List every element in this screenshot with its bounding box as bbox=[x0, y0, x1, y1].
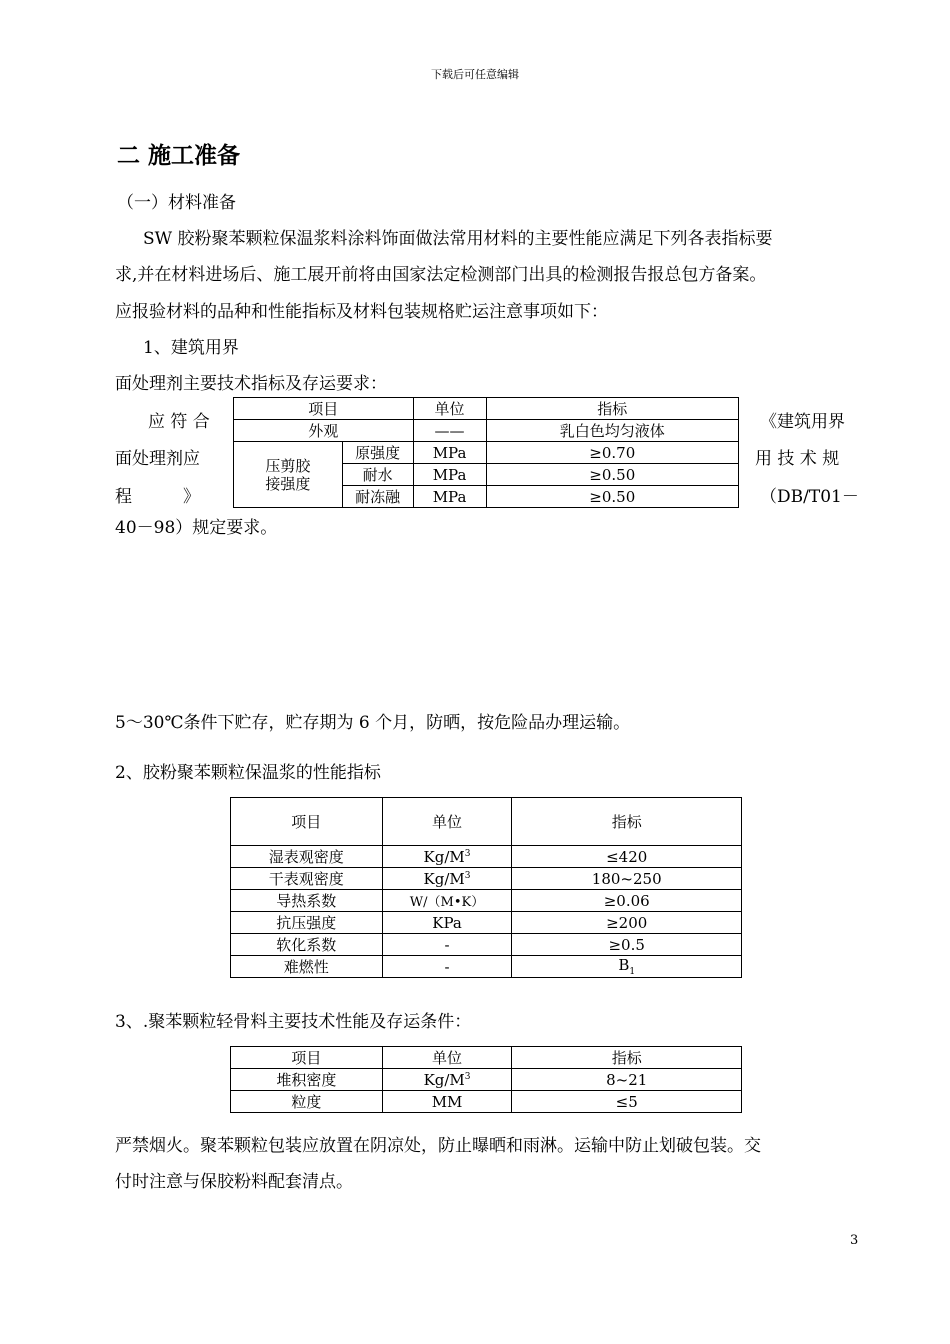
table-aggregate bbox=[230, 1046, 742, 1113]
cell-name: 软化系数 bbox=[231, 934, 383, 956]
section-title: 二 施工准备 bbox=[117, 143, 241, 169]
cell-value: ≥0.70 bbox=[486, 442, 739, 464]
header-unit: 单位 bbox=[382, 1047, 512, 1069]
cell-value bbox=[512, 956, 742, 978]
cell-unit: KPa bbox=[382, 912, 512, 934]
cell-name: 导热系数 bbox=[231, 890, 383, 912]
table-row bbox=[234, 442, 739, 464]
unit-text: Kg/M bbox=[423, 847, 465, 866]
cell-value: ≤420 bbox=[512, 846, 742, 868]
cell-unit: MPa bbox=[413, 442, 486, 464]
group-label-line-2: 接强度 bbox=[265, 474, 311, 493]
cell-value: ≥0.06 bbox=[512, 890, 742, 912]
header-unit: 单位 bbox=[382, 798, 512, 846]
item1-after-text: 40－98）规定要求。 bbox=[115, 518, 278, 538]
unit-text: Kg/M bbox=[423, 869, 465, 888]
table-row bbox=[231, 890, 742, 912]
item1-right-text-3: （DB/T01－ bbox=[760, 487, 859, 507]
cell-name: 难燃性 bbox=[231, 956, 383, 978]
unit-superscript: 3 bbox=[464, 848, 471, 859]
table-interface-agent bbox=[233, 397, 739, 508]
cell-value: ≤5 bbox=[512, 1091, 742, 1113]
table-row bbox=[231, 846, 742, 868]
table-row bbox=[231, 934, 742, 956]
cell-value: ≥200 bbox=[512, 912, 742, 934]
cell-unit bbox=[382, 868, 512, 890]
cell-name: 湿表观密度 bbox=[231, 846, 383, 868]
header-index: 指标 bbox=[486, 398, 739, 420]
table-header-row bbox=[234, 398, 739, 420]
cell-unit: —— bbox=[413, 420, 486, 442]
unit-superscript: 3 bbox=[464, 870, 471, 881]
header-item: 项目 bbox=[234, 398, 414, 420]
table-row bbox=[231, 868, 742, 890]
table-row bbox=[234, 420, 739, 442]
item1-left-text-3: 程 》 bbox=[115, 487, 200, 507]
page-number: 3 bbox=[850, 1233, 859, 1248]
cell-value: 180~250 bbox=[512, 868, 742, 890]
intro-line-1: SW 胶粉聚苯颗粒保温浆料涂料饰面做法常用材料的主要性能应满足下列各表指标要 bbox=[143, 229, 773, 249]
cell-name: 堆积密度 bbox=[231, 1069, 383, 1091]
table-row bbox=[231, 912, 742, 934]
item1-title: 1、建筑用界 bbox=[143, 338, 239, 358]
subsection-heading: （一）材料准备 bbox=[117, 193, 236, 213]
group-label-line-1: 压剪胶 bbox=[265, 456, 311, 475]
item1-right-text-1: 《建筑用界 bbox=[760, 412, 845, 432]
cell-unit: - bbox=[382, 956, 512, 978]
item2-title: 2、胶粉聚苯颗粒保温浆的性能指标 bbox=[115, 763, 381, 783]
table-header-row bbox=[231, 798, 742, 846]
header-unit: 单位 bbox=[413, 398, 486, 420]
table-row bbox=[231, 956, 742, 978]
cell-sub: 原强度 bbox=[342, 442, 413, 464]
item1-left-text-1: 应 符 合 bbox=[148, 412, 210, 432]
cell-unit: MPa bbox=[413, 464, 486, 486]
cell-unit: MM bbox=[382, 1091, 512, 1113]
table-header-row bbox=[231, 1047, 742, 1069]
table-row bbox=[231, 1091, 742, 1113]
cell-value: ≥0.5 bbox=[512, 934, 742, 956]
item3-after-line-1: 严禁烟火。聚苯颗粒包装应放置在阴凉处，防止曝晒和雨淋。运输中防止划破包装。交 bbox=[115, 1136, 761, 1156]
header-index: 指标 bbox=[512, 798, 742, 846]
cell-unit: MPa bbox=[413, 486, 486, 508]
item3-after-line-2: 付时注意与保胶粉料配套清点。 bbox=[115, 1172, 353, 1192]
page-header: 下载后可任意编辑 bbox=[431, 68, 519, 81]
cell-value: 8~21 bbox=[512, 1069, 742, 1091]
item1-storage: 5～30℃条件下贮存，贮存期为 6 个月，防晒，按危险品办理运输。 bbox=[115, 713, 631, 733]
item1-left-text-2: 面处理剂应 bbox=[115, 449, 200, 469]
intro-line-2: 求,并在材料进场后、施工展开前将由国家法定检测部门出具的检测报告报总包方备案。 bbox=[115, 265, 767, 285]
cell-sub: 耐水 bbox=[342, 464, 413, 486]
cell-unit: W/（M•K） bbox=[382, 890, 512, 912]
value-text: B bbox=[618, 956, 630, 974]
cell-name: 干表观密度 bbox=[231, 868, 383, 890]
cell-sub: 耐冻融 bbox=[342, 486, 413, 508]
table-insulation-mortar bbox=[230, 797, 742, 978]
header-item: 项目 bbox=[231, 798, 383, 846]
cell-group-label bbox=[234, 442, 343, 508]
cell-unit bbox=[382, 1069, 512, 1091]
intro-line-3: 应报验材料的品种和性能指标及材料包装规格贮运注意事项如下： bbox=[115, 302, 608, 322]
cell-name: 外观 bbox=[234, 420, 414, 442]
item1-subtitle: 面处理剂主要技术指标及存运要求： bbox=[115, 374, 387, 394]
cell-value: 乳白色均匀液体 bbox=[486, 420, 739, 442]
header-index: 指标 bbox=[512, 1047, 742, 1069]
unit-superscript: 3 bbox=[464, 1071, 471, 1082]
item1-right-text-2: 用 技 术 规 bbox=[755, 449, 840, 469]
unit-text: Kg/M bbox=[423, 1070, 465, 1089]
cell-value: ≥0.50 bbox=[486, 464, 739, 486]
cell-unit bbox=[382, 846, 512, 868]
cell-value: ≥0.50 bbox=[486, 486, 739, 508]
value-subscript: 1 bbox=[629, 967, 636, 977]
cell-unit: - bbox=[382, 934, 512, 956]
cell-name: 抗压强度 bbox=[231, 912, 383, 934]
header-item: 项目 bbox=[231, 1047, 383, 1069]
cell-name: 粒度 bbox=[231, 1091, 383, 1113]
item3-title: 3、.聚苯颗粒轻骨料主要技术性能及存运条件： bbox=[115, 1012, 472, 1032]
table-row bbox=[231, 1069, 742, 1091]
